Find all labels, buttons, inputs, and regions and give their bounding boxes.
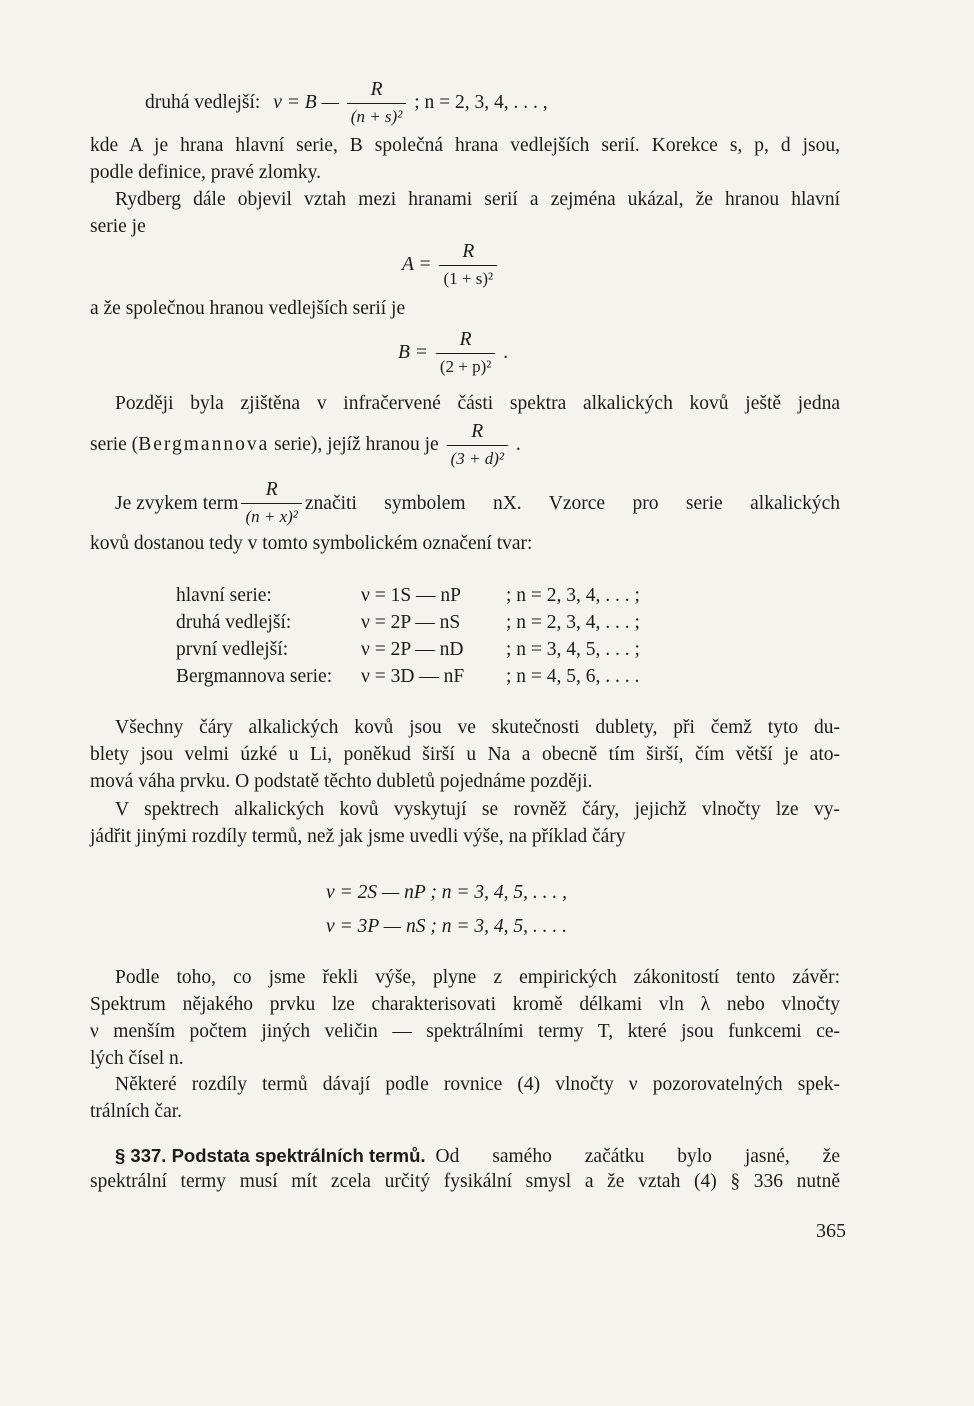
series-range: ; n = 2, 3, 4, . . . ; — [506, 585, 640, 606]
equation-fraction — [439, 240, 497, 291]
inline-fraction — [241, 478, 301, 529]
equation-b — [398, 328, 508, 379]
paragraph-line: Rydberg dále objevil vztah mezi hranami serií a zejména ukázal, že hranou hlavní — [115, 189, 840, 210]
formula-lhs: ν = B — — [273, 91, 339, 113]
paragraph-line: lých čísel n. — [90, 1048, 184, 1069]
paragraph-line-with-fraction — [90, 420, 521, 471]
series-name: druhá vedlejší: — [176, 612, 292, 633]
equation-lhs: A = — [402, 253, 432, 275]
paragraph-line: Všechny čáry alkalických kovů jsou ve skutečnosti dublety, při čemž tyto du- — [115, 717, 840, 738]
inline-fraction — [447, 420, 508, 471]
paragraph-line: blety jsou velmi úzké u Li, poněkud širší u Na a obecně tím širší, čím větší je ato- — [90, 744, 840, 765]
paragraph-line: kovů dostanou tedy v tomto symbolickém označení tvar: — [90, 533, 533, 554]
series-formula: ν = 2P — nS — [361, 612, 461, 633]
paragraph-line: spektrální termy musí mít zcela určitý fysikální smysl a že vztah (4) § 336 nutně — [90, 1171, 840, 1192]
section-heading-line — [115, 1144, 840, 1169]
series-range: ; n = 4, 5, 6, . . . . — [506, 666, 640, 687]
fraction-denominator: (n + x)² — [241, 503, 301, 529]
formula-fraction — [347, 78, 407, 129]
spaced-name: Bergmannova — [138, 433, 270, 455]
series-formula: ν = 2P — nD — [361, 639, 464, 660]
equation-a — [402, 240, 500, 291]
series-name: hlavní serie: — [176, 585, 272, 606]
equation-fraction — [436, 328, 496, 379]
fraction-denominator: (2 + p)² — [436, 353, 496, 379]
text-fragment: serie ( — [90, 433, 139, 455]
text-fragment: serie), jejíž hranou je — [269, 433, 439, 455]
paragraph-line: trálních čar. — [90, 1101, 183, 1122]
fraction-denominator: (n + s)² — [347, 103, 407, 129]
paragraph-line-with-fraction — [115, 478, 840, 529]
section-heading: § 337. Podstata spektrálních termů. — [115, 1145, 426, 1166]
page-number: 365 — [816, 1220, 846, 1242]
formula-tail: ; n = 2, 3, 4, . . . , — [414, 91, 548, 113]
formula-second-subordinate — [145, 78, 548, 129]
example-equation: ν = 3P — nS ; n = 3, 4, 5, . . . . — [326, 916, 567, 937]
series-formula: ν = 1S — nP — [361, 585, 462, 606]
text-fragment: značiti symbolem nX. Vzorce pro serie alkalických — [304, 492, 840, 514]
fraction-denominator: (3 + d)² — [447, 445, 508, 471]
series-name: první vedlejší: — [176, 639, 289, 660]
paragraph-line: V spektrech alkalických kovů vyskytují se rovněž čáry, jejichž vlnočty lze vy- — [115, 799, 840, 820]
text-fragment: Od samého začátku bylo jasné, že — [435, 1146, 840, 1167]
series-name: Bergmannova serie: — [176, 666, 333, 687]
paragraph-line: serie je — [90, 216, 146, 237]
paragraph-line: kde A je hrana hlavní serie, B společná hrana vedlejších serií. Korekce s, p, d jsou, — [90, 135, 840, 156]
paragraph-line: jádřit jinými rozdíly termů, než jak jsme uvedli výše, na příklad čáry — [90, 826, 626, 847]
fraction-numerator: R — [265, 479, 278, 500]
text-fragment: . — [515, 433, 521, 455]
equation-lhs: B = — [398, 341, 428, 363]
equation-tail: . — [503, 341, 509, 363]
fraction-numerator: R — [462, 241, 475, 262]
paragraph-line: mová váha prvku. O podstatě těchto dubletů pojednáme později. — [90, 771, 593, 792]
fraction-numerator: R — [471, 421, 484, 442]
formula-label: druhá vedlejší: — [145, 91, 261, 113]
fraction-numerator: R — [459, 329, 472, 350]
fraction-numerator: R — [370, 79, 383, 100]
paragraph-line: a že společnou hranou vedlejších serií je — [90, 298, 406, 319]
series-range: ; n = 3, 4, 5, . . . ; — [506, 639, 640, 660]
paragraph-line: Spektrum nějakého prvku lze charakterisovati kromě délkami vln λ nebo vlnočty — [90, 994, 840, 1015]
paragraph-line: Podle toho, co jsme řekli výše, plyne z empirických zákonitostí tento závěr: — [115, 967, 840, 988]
paragraph-line: Později byla zjištěna v infračervené části spektra alkalických kovů ještě jedna — [115, 393, 840, 414]
example-equation: ν = 2S — nP ; n = 3, 4, 5, . . . , — [326, 882, 567, 903]
fraction-denominator: (1 + s)² — [439, 265, 497, 291]
series-formula: ν = 3D — nF — [361, 666, 465, 687]
text-fragment: Je zvykem term — [115, 492, 239, 514]
paragraph-line: podle definice, pravé zlomky. — [90, 162, 322, 183]
series-range: ; n = 2, 3, 4, . . . ; — [506, 612, 640, 633]
paragraph-line: ν menším počtem jiných veličin — spektrálními termy T, které jsou funkcemi ce- — [90, 1021, 840, 1042]
paragraph-line: Některé rozdíly termů dávají podle rovnice (4) vlnočty ν pozorovatelných spek- — [115, 1074, 840, 1095]
